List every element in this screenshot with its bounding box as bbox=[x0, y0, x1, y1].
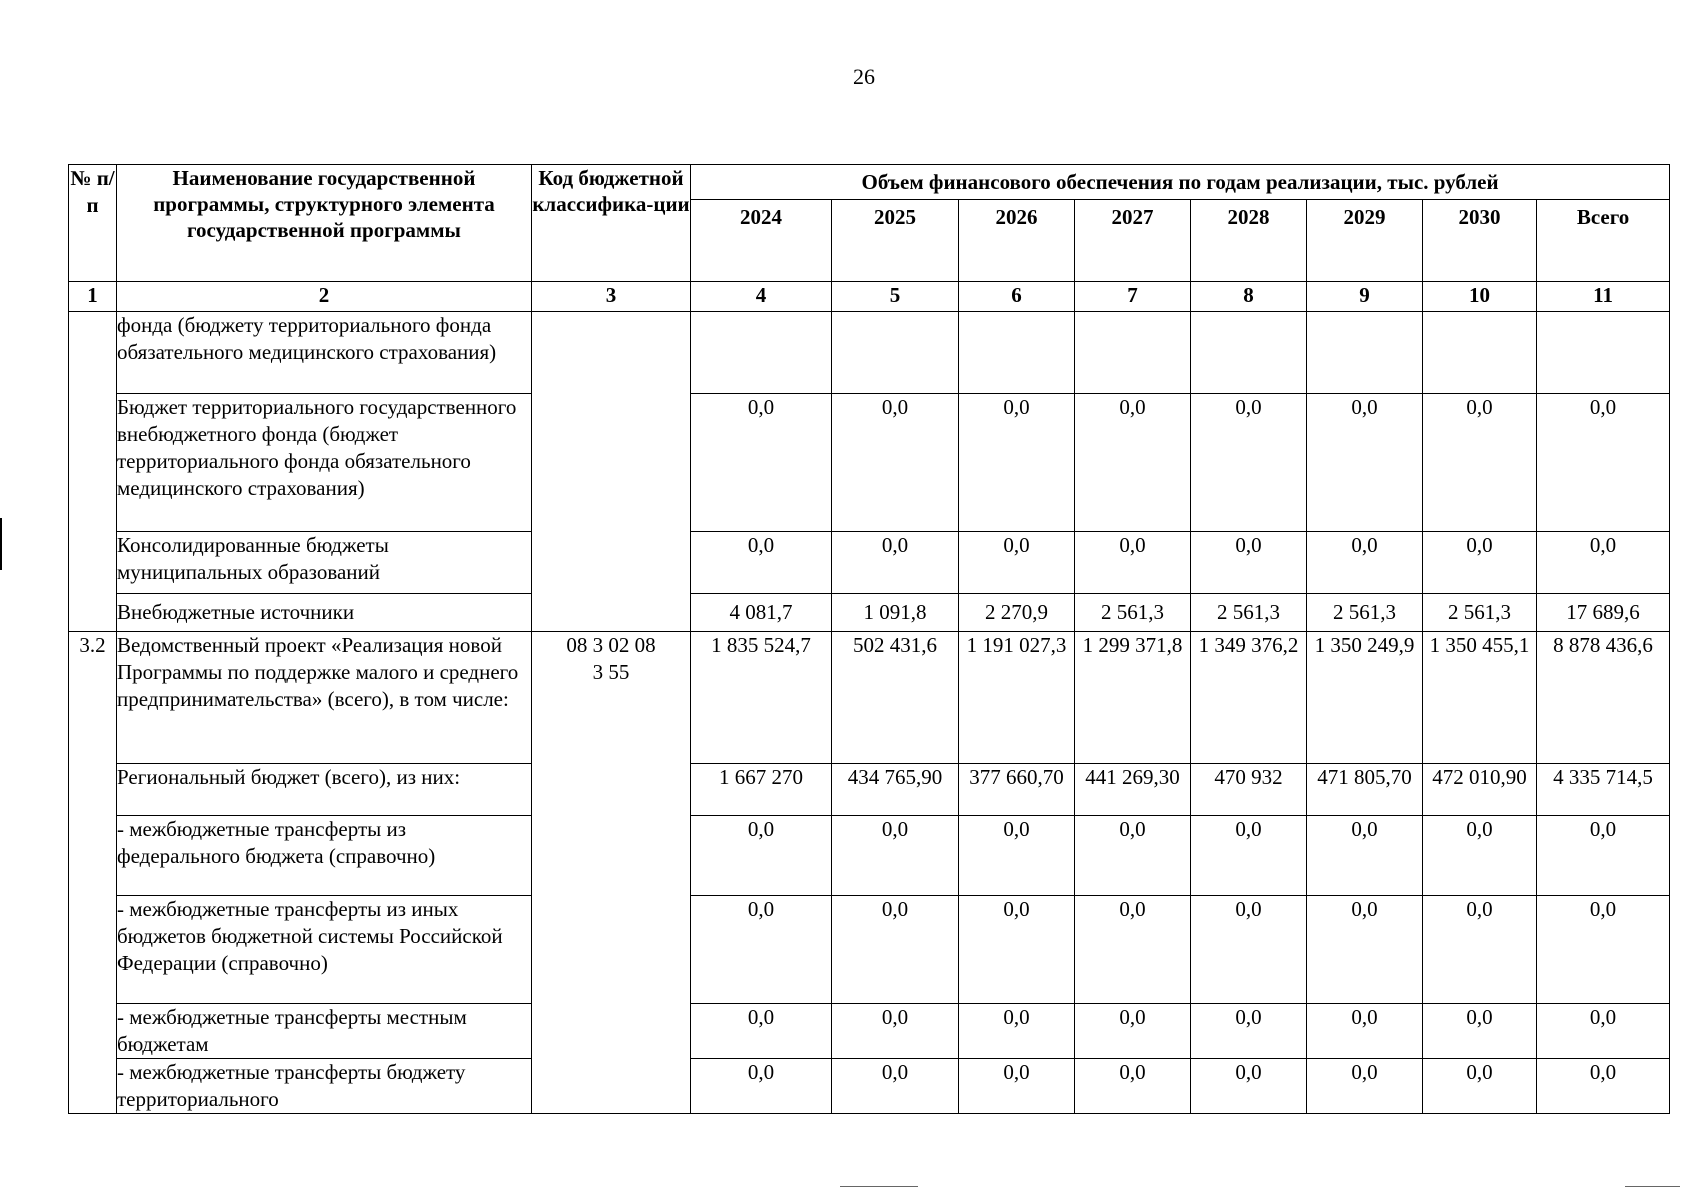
row-value: 0,0 bbox=[959, 896, 1075, 1004]
row-value: 1 667 270 bbox=[691, 764, 832, 816]
row-name: Консолидированные бюджеты муниципальных образований bbox=[117, 532, 532, 594]
header-program-name: Наименование государственной программы, структурного элемента государственной программы bbox=[117, 165, 532, 282]
row-value: 0,0 bbox=[691, 816, 832, 896]
row-name: - межбюджетные трансферты из федерального бюджета (справочно) bbox=[117, 816, 532, 896]
row-value: 0,0 bbox=[1537, 394, 1670, 532]
row-name: - межбюджетные трансферты из иных бюджетов бюджетной системы Российской Федерации (справочно) bbox=[117, 896, 532, 1004]
row-value: 0,0 bbox=[832, 1004, 959, 1059]
header-year: 2029 bbox=[1307, 200, 1423, 282]
row-value: 0,0 bbox=[1191, 1004, 1307, 1059]
row-value: 0,0 bbox=[1075, 896, 1191, 1004]
financing-table bbox=[68, 164, 1670, 1114]
row-value: 434 765,90 bbox=[832, 764, 959, 816]
row-value: 0,0 bbox=[832, 816, 959, 896]
row-value: 0,0 bbox=[959, 394, 1075, 532]
table-row bbox=[69, 1059, 1670, 1114]
row-value: 1 299 371,8 bbox=[1075, 632, 1191, 764]
row-value: 0,0 bbox=[1537, 1004, 1670, 1059]
row-value: 0,0 bbox=[832, 532, 959, 594]
column-index: 4 bbox=[691, 282, 832, 312]
row-value: 0,0 bbox=[959, 532, 1075, 594]
row-value: 1 350 455,1 bbox=[1423, 632, 1537, 764]
row-value bbox=[1307, 312, 1423, 394]
row-value: 4 081,7 bbox=[691, 594, 832, 632]
column-index: 8 bbox=[1191, 282, 1307, 312]
row-number: 3.2 bbox=[69, 632, 117, 1114]
row-value: 0,0 bbox=[1191, 394, 1307, 532]
row-value: 1 835 524,7 bbox=[691, 632, 832, 764]
header-row-1 bbox=[69, 165, 1670, 200]
row-value bbox=[1075, 312, 1191, 394]
row-value: 0,0 bbox=[1075, 1004, 1191, 1059]
column-index: 7 bbox=[1075, 282, 1191, 312]
column-index: 2 bbox=[117, 282, 532, 312]
row-value: 0,0 bbox=[1423, 1004, 1537, 1059]
row-value: 0,0 bbox=[691, 1059, 832, 1114]
row-value: 0,0 bbox=[1307, 816, 1423, 896]
row-value bbox=[959, 312, 1075, 394]
column-index: 10 bbox=[1423, 282, 1537, 312]
column-index: 9 bbox=[1307, 282, 1423, 312]
row-value: 377 660,70 bbox=[959, 764, 1075, 816]
row-value: 0,0 bbox=[1537, 816, 1670, 896]
row-value: 0,0 bbox=[959, 1059, 1075, 1114]
footer-line-right bbox=[1625, 1186, 1680, 1187]
row-value bbox=[1423, 312, 1537, 394]
row-value: 8 878 436,6 bbox=[1537, 632, 1670, 764]
row-value: 470 932 bbox=[1191, 764, 1307, 816]
row-value: 441 269,30 bbox=[1075, 764, 1191, 816]
row-value: 0,0 bbox=[1191, 532, 1307, 594]
row-value: 0,0 bbox=[1075, 1059, 1191, 1114]
table-row bbox=[69, 532, 1670, 594]
row-value: 0,0 bbox=[1191, 1059, 1307, 1114]
row-number bbox=[69, 312, 117, 632]
row-code-text: 08 3 02 08 3 55 bbox=[566, 633, 656, 684]
row-value bbox=[1537, 312, 1670, 394]
table-row bbox=[69, 394, 1670, 532]
row-name: Региональный бюджет (всего), из них: bbox=[117, 764, 532, 816]
table-row bbox=[69, 594, 1670, 632]
row-name: фонда (бюджету территориального фонда обязательного медицинского страхования) bbox=[117, 312, 532, 394]
row-code bbox=[532, 632, 691, 1114]
row-value bbox=[832, 312, 959, 394]
row-value: 0,0 bbox=[959, 816, 1075, 896]
page-number: 26 bbox=[853, 64, 875, 89]
row-value: 1 350 249,9 bbox=[1307, 632, 1423, 764]
row-value: 2 561,3 bbox=[1075, 594, 1191, 632]
header-year: 2024 bbox=[691, 200, 832, 282]
table-row bbox=[69, 816, 1670, 896]
header-total: Всего bbox=[1537, 200, 1670, 282]
row-value: 17 689,6 bbox=[1537, 594, 1670, 632]
column-index-row bbox=[69, 282, 1670, 312]
header-year: 2030 bbox=[1423, 200, 1537, 282]
row-value: 472 010,90 bbox=[1423, 764, 1537, 816]
row-code bbox=[532, 312, 691, 632]
row-value: 1 091,8 bbox=[832, 594, 959, 632]
row-value: 0,0 bbox=[691, 1004, 832, 1059]
header-year: 2028 bbox=[1191, 200, 1307, 282]
row-value: 2 561,3 bbox=[1191, 594, 1307, 632]
column-index: 11 bbox=[1537, 282, 1670, 312]
row-value: 0,0 bbox=[1075, 532, 1191, 594]
row-value: 0,0 bbox=[1075, 394, 1191, 532]
row-value: 0,0 bbox=[1537, 896, 1670, 1004]
table-row bbox=[69, 632, 1670, 764]
footer-line-left bbox=[840, 1186, 918, 1187]
header-year: 2025 bbox=[832, 200, 959, 282]
header-year: 2027 bbox=[1075, 200, 1191, 282]
row-value bbox=[691, 312, 832, 394]
row-name: - межбюджетные трансферты местным бюджетам bbox=[117, 1004, 532, 1059]
table-row bbox=[69, 1004, 1670, 1059]
column-index: 5 bbox=[832, 282, 959, 312]
header-year: 2026 bbox=[959, 200, 1075, 282]
row-value: 2 270,9 bbox=[959, 594, 1075, 632]
row-name: - межбюджетные трансферты бюджету территориального bbox=[117, 1059, 532, 1114]
row-value: 0,0 bbox=[1537, 1059, 1670, 1114]
row-value: 0,0 bbox=[1423, 532, 1537, 594]
row-value: 0,0 bbox=[1307, 1059, 1423, 1114]
scan-edge-mark bbox=[0, 518, 2, 570]
row-name: Ведомственный проект «Реализация новой Программы по поддержке малого и среднего предпринимательства» (всего), в том числе: bbox=[117, 632, 532, 764]
row-value: 4 335 714,5 bbox=[1537, 764, 1670, 816]
row-value: 0,0 bbox=[691, 394, 832, 532]
row-value: 0,0 bbox=[1423, 394, 1537, 532]
row-value: 1 191 027,3 bbox=[959, 632, 1075, 764]
row-value: 0,0 bbox=[691, 896, 832, 1004]
row-value: 502 431,6 bbox=[832, 632, 959, 764]
row-value: 1 349 376,2 bbox=[1191, 632, 1307, 764]
table-row bbox=[69, 896, 1670, 1004]
column-index: 1 bbox=[69, 282, 117, 312]
header-budget-code: Код бюджетной классифика-ции bbox=[532, 165, 691, 282]
row-value: 2 561,3 bbox=[1307, 594, 1423, 632]
row-value: 2 561,3 bbox=[1423, 594, 1537, 632]
row-value: 0,0 bbox=[1191, 816, 1307, 896]
row-name: Внебюджетные источники bbox=[117, 594, 532, 632]
row-value: 0,0 bbox=[1307, 896, 1423, 1004]
row-value: 0,0 bbox=[1423, 896, 1537, 1004]
row-value: 0,0 bbox=[1537, 532, 1670, 594]
row-value bbox=[1191, 312, 1307, 394]
row-value: 0,0 bbox=[1075, 816, 1191, 896]
row-value: 471 805,70 bbox=[1307, 764, 1423, 816]
row-value: 0,0 bbox=[832, 394, 959, 532]
column-index: 3 bbox=[532, 282, 691, 312]
row-value: 0,0 bbox=[832, 1059, 959, 1114]
row-value: 0,0 bbox=[1423, 1059, 1537, 1114]
header-number: № п/п bbox=[69, 165, 117, 282]
row-value: 0,0 bbox=[1307, 394, 1423, 532]
row-value: 0,0 bbox=[1423, 816, 1537, 896]
row-value: 0,0 bbox=[832, 896, 959, 1004]
header-volume-title: Объем финансового обеспечения по годам реализации, тыс. рублей bbox=[691, 165, 1670, 200]
row-value: 0,0 bbox=[1307, 1004, 1423, 1059]
column-index: 6 bbox=[959, 282, 1075, 312]
row-value: 0,0 bbox=[959, 1004, 1075, 1059]
table-row bbox=[69, 312, 1670, 394]
table-row bbox=[69, 764, 1670, 816]
row-name: Бюджет территориального государственного внебюджетного фонда (бюджет территориального фонда обязательного медицинского страхования) bbox=[117, 394, 532, 532]
row-value: 0,0 bbox=[1307, 532, 1423, 594]
row-value: 0,0 bbox=[691, 532, 832, 594]
row-value: 0,0 bbox=[1191, 896, 1307, 1004]
